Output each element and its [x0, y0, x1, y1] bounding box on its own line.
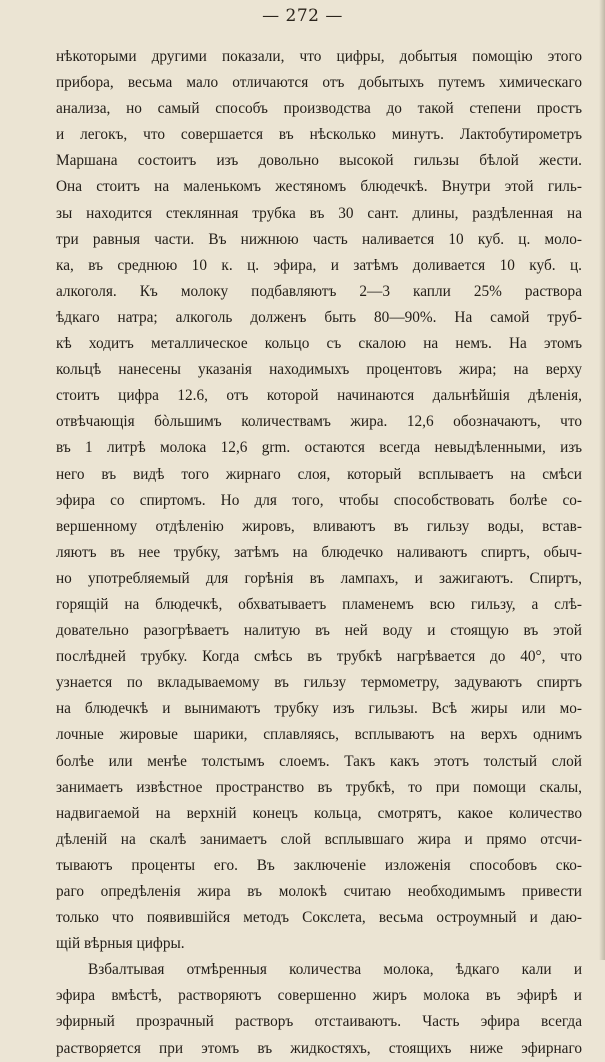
text-line: прибора, весьма мало отличаются отъ добытыхъ путемъ химическаго	[56, 74, 582, 92]
text-line: послѣдней трубку. Когда смѣсь въ трубкѣ нагрѣвается до 40°, что	[56, 648, 582, 666]
page-edge-shadow	[599, 0, 605, 960]
text-line: кѣ ходитъ металлическое кольцо съ скалою на немъ. На этомъ	[56, 335, 582, 353]
text-line: раго опредѣленія жира въ молокѣ считаю необходимымъ привести	[56, 883, 582, 900]
text-line: стоитъ цифра 12.6, отъ которой начинаются дальнѣйшія дѣленія,	[56, 387, 582, 405]
text-line: узнается по вкладываемому въ гильзу термометру, задуваютъ спиртъ	[56, 674, 582, 692]
text-line: довательно разогрѣваетъ налитую въ ней воду и стоящую въ этой	[56, 622, 582, 640]
text-line: отвѣчающія бòльшимъ количествамъ жира. 12,6 обозначаютъ, что	[56, 413, 582, 431]
text-line: эфирный прозрачный растворъ отстаиваютъ. Часть эфира всегда	[56, 1013, 582, 1031]
text-line: и легокъ, что совершается въ нѣсколько минутъ. Лактобутирометръ	[56, 126, 582, 144]
text-line: эфира вмѣстѣ, растворяютъ совершенно жиръ молока въ эфирѣ и	[56, 987, 582, 1005]
text-line: алкоголя. Къ молоку подбавляютъ 2—3 капли 25% раствора	[56, 282, 582, 300]
text-line: дѣленій на скалѣ занимаетъ слой всплывшаго жира и прямо отсчи-	[56, 830, 582, 848]
text-line: него въ видѣ того жирнаго слоя, который всплываетъ на смѣси	[56, 465, 582, 483]
text-line: но употребляемый для горѣнія въ лампахъ, и зажигаютъ. Спиртъ,	[56, 569, 582, 587]
text-line: тываютъ проценты его. Въ заключеніе изложенія способовъ ско-	[56, 856, 582, 874]
text-line: Взбалтывая отмѣренныя количества молока, ѣдкаго кали и	[88, 961, 582, 979]
text-line: три равныя части. Въ нижнюю часть наливается 10 куб. ц. моло-	[56, 230, 582, 248]
text-line: зы находится стеклянная трубка въ 30 сант. длины, раздѣленная на	[56, 204, 582, 222]
text-line: щій вѣрныя цифры.	[56, 935, 185, 953]
text-line: вершенному отдѣленію жировъ, вливаютъ въ гильзу воды, встав-	[56, 517, 582, 535]
text-line: занимаетъ извѣстное пространство въ трубкѣ, то при помощи скалы,	[56, 778, 582, 796]
text-line: эфира со спиртомъ. Но для того, чтобы способствовать болѣе со-	[56, 491, 582, 509]
text-line: въ 1 литрѣ молока 12,6 grm. остаются всегда невыдѣленными, изъ	[56, 439, 582, 457]
text-line: лочные жировые шарики, сплавляясь, всплываютъ на верхъ однимъ	[56, 726, 582, 744]
text-line: надвигаемой на верхній конецъ кольца, смотрятъ, какое количество	[56, 804, 582, 822]
text-line: растворяется при этомъ въ жидкостяхъ, стоящихъ ниже эфирнаго	[56, 1039, 582, 1057]
text-line: болѣе или менѣе толстымъ слоемъ. Такъ какъ этотъ толстый слой	[56, 752, 582, 770]
text-line: на блюдечкѣ и вынимаютъ трубку изъ гильзы. Всѣ жиры или мо-	[56, 700, 582, 718]
text-line: ѣдкаго натра; алкоголь долженъ быть 80—90%. На самой труб-	[56, 308, 582, 326]
text-line: кольцѣ нанесены указанія находимыхъ процентовъ жира; на верху	[56, 361, 582, 379]
text-line: Она стоитъ на маленькомъ жестяномъ блюдечкѣ. Внутри этой гиль-	[56, 178, 582, 196]
text-line: ляютъ въ нее трубку, затѣмъ на блюдечко наливаютъ спиртъ, обыч-	[56, 543, 582, 561]
text-line: нѣкоторыми другими показали, что цифры, добытыя помощію этого	[56, 48, 582, 65]
body-text	[56, 44, 582, 1062]
text-line: горящій на блюдечкѣ, обхватываетъ пламенемъ всю гильзу, а слѣ-	[56, 595, 582, 613]
text-line: анализа, но самый способъ производства до такой степени простъ	[56, 100, 582, 118]
text-line: Маршана состоитъ изъ довольно высокой гильзы бѣлой жести.	[56, 152, 582, 170]
page-number: — 272 —	[262, 6, 343, 26]
text-line: только что появившійся методъ Сокслета, весьма остроумный и даю-	[56, 909, 582, 927]
text-line: ка, въ среднюю 10 к. ц. эфира, и затѣмъ доливается 10 куб. ц.	[56, 256, 582, 274]
